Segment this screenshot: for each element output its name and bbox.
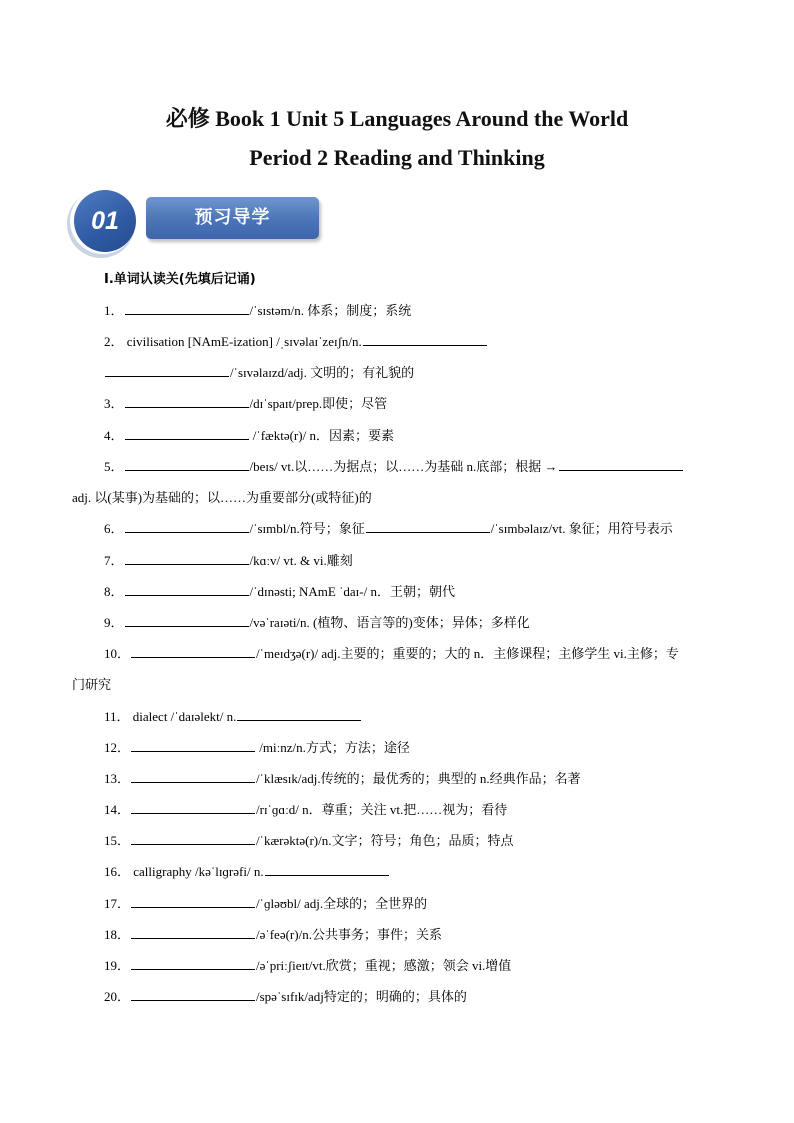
item-text: calligraphy /kəˈlɪɡrəfi/ n. [133,864,264,879]
badge-tab [146,197,319,239]
vocab-item-3 [104,393,387,412]
vocab-item-6 [104,518,673,537]
answer-blank[interactable] [125,552,249,565]
item-number: 16． [104,864,131,879]
vocab-item-16 [104,861,390,880]
vocab-item-10-continued: 门研究 [72,677,112,692]
vocab-item-5 [104,456,684,475]
item-number: 12． [104,740,131,755]
answer-blank[interactable] [363,333,487,346]
answer-blank[interactable] [131,957,255,970]
answer-blank[interactable] [131,832,255,845]
item-number: 15． [104,833,131,848]
answer-blank[interactable] [131,895,255,908]
item-text: /dɪˈspaɪt/prep.即使；尽管 [249,396,388,411]
item-number: 10． [104,646,131,661]
vocab-item-8 [104,581,455,600]
answer-blank[interactable] [366,520,490,533]
vocab-item-4 [104,425,394,444]
answer-blank[interactable] [131,739,255,752]
item-text: /ˈsɪmbəlaɪz/vt. 象征；用符号表示 [490,521,673,536]
document-subtitle: Period 2 Reading and Thinking [249,145,545,170]
item-text: /ˈfæktə(r)/ n．因素；要素 [252,428,394,443]
item-text: /vəˈraɪəti/n. (植物、语言等的)变体；异体；多样化 [249,615,530,630]
vocab-item-15 [104,830,513,849]
section-badge [70,188,330,258]
item-number: 19． [104,958,131,973]
item-number: 2． [104,334,124,349]
item-number: 1． [104,303,124,318]
item-text: /ˈsɪvəlaɪzd/adj. 文明的；有礼貌的 [230,365,415,380]
item-text: civilisation [NAmE-ization] /ˌsɪvəlaɪˈzeɪʃn/n. [126,334,362,349]
item-number: 4． [104,428,124,443]
item-text: /beɪs/ vt.以……为据点；以……为基础 n.底部；根据 → [249,459,558,474]
vocab-item-14 [104,799,507,818]
answer-blank[interactable] [265,863,389,876]
answer-blank[interactable] [237,708,361,721]
badge-label: 预习导学 [194,207,271,228]
item-number: 3． [104,396,124,411]
item-text: /spəˈsɪfɪk/adj特定的；明确的；具体的 [256,989,467,1004]
item-number: 8． [104,584,124,599]
vocab-item-7 [104,550,353,569]
answer-blank[interactable] [125,583,249,596]
vocab-item-5-continued: adj. 以(某事)为基础的；以……为重要部分(或特征)的 [72,490,372,505]
answer-blank[interactable] [125,302,249,315]
item-text: /ˈdɪnəsti; NAmE ˈdaɪ-/ n．王朝；朝代 [249,584,455,599]
item-number: 9． [104,615,124,630]
section-heading: Ⅰ.单词认读关(先填后记诵) [104,272,256,287]
vocab-item-17 [104,893,427,912]
item-number: 14． [104,802,131,817]
answer-blank[interactable] [125,427,249,440]
item-text: /əˈpriːʃieɪt/vt.欣赏；重视；感激；领会 vi.增值 [256,958,512,973]
answer-blank[interactable] [131,926,255,939]
answer-blank[interactable] [559,458,683,471]
answer-blank[interactable] [125,520,249,533]
vocab-item-2-continued [104,362,414,381]
item-text: dialect /ˈdaɪəlekt/ n. [132,709,237,724]
item-text: /ˈɡləʊbl/ adj.全球的；全世界的 [256,896,428,911]
vocab-item-9 [104,612,530,631]
item-text: /miːnz/n.方式；方法；途径 [259,740,410,755]
answer-blank[interactable] [131,801,255,814]
vocab-item-12 [104,737,410,756]
badge-number: 01 [74,190,136,252]
item-number: 7． [104,553,124,568]
vocab-item-20 [104,986,467,1005]
item-text: /ˈklæsɪk/adj.传统的；最优秀的；典型的 n.经典作品；名著 [256,771,581,786]
item-number: 11． [104,709,130,724]
item-number: 13． [104,771,131,786]
answer-blank[interactable] [131,645,255,658]
item-number: 5． [104,459,124,474]
badge-circle [70,188,136,254]
item-text: /ˈsɪstəm/n. 体系；制度；系统 [249,303,412,318]
item-text: /əˈfeə(r)/n.公共事务；事件；关系 [256,927,442,942]
vocab-item-13 [104,768,581,787]
answer-blank[interactable] [125,395,249,408]
item-text: /rɪˈɡɑːd/ n．尊重；关注 vt.把……视为；看待 [256,802,508,817]
vocab-item-1 [104,300,411,319]
answer-blank[interactable] [125,458,249,471]
item-number: 18． [104,927,131,942]
answer-blank[interactable] [131,770,255,783]
item-number: 20． [104,989,131,1004]
item-text: /kɑːv/ vt. & vi.雕刻 [249,553,353,568]
document-title: 必修 Book 1 Unit 5 Languages Around the World [165,106,629,131]
answer-blank[interactable] [125,614,249,627]
vocab-item-18 [104,924,442,943]
item-text: /ˈmeɪdʒə(r)/ adj.主要的；重要的；大的 n．主修课程；主修学生 vi.主修；专 [256,646,679,661]
vocab-item-19 [104,955,511,974]
vocab-item-10 [104,643,679,662]
vocab-item-2 [104,331,488,350]
item-text: /ˈkærəktə(r)/n.文字；符号；角色；品质；特点 [256,833,514,848]
item-number: 6． [104,521,124,536]
answer-blank[interactable] [105,364,229,377]
item-number: 17． [104,896,131,911]
answer-blank[interactable] [131,988,255,1001]
vocab-item-11 [104,706,362,725]
item-text: /ˈsɪmbl/n.符号；象征 [249,521,365,536]
